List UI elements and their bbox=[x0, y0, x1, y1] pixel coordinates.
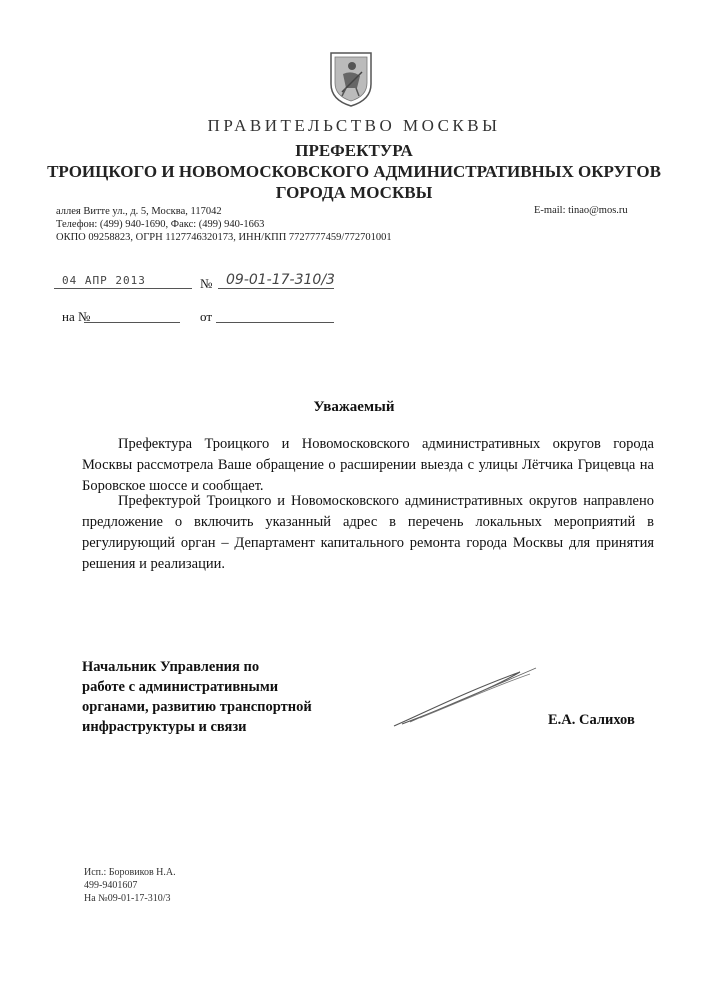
paragraph-text: Префектура Троицкого и Новомосковского административных округов города Москвы рассмотрела Ваше обращение о расширении выезда с улицы Лётчика Грицевца на Боровское шоссе и сообщает. bbox=[82, 436, 654, 494]
prefecture-line: ТРОИЦКОГО И НОВОМОСКОВСКОГО АДМИНИСТРАТИВНЫХ ОКРУГОВ bbox=[47, 162, 661, 181]
email-line: E-mail: tinao@mos.ru bbox=[534, 205, 628, 216]
address-line: аллея Витте ул., д. 5, Москва, 117042 bbox=[56, 206, 222, 217]
handwritten-signature bbox=[390, 660, 540, 730]
outgoing-number: 09-01-17-310/3 bbox=[226, 272, 335, 288]
executor-block bbox=[84, 866, 176, 905]
body-paragraph bbox=[82, 434, 654, 497]
address-block bbox=[56, 205, 392, 244]
government-title: ПРАВИТЕЛЬСТВО МОСКВЫ bbox=[207, 116, 501, 135]
prefecture-name bbox=[0, 140, 708, 203]
phone-line: Телефон: (499) 940-1690, Факс: (499) 940-1663 bbox=[56, 219, 265, 230]
body-paragraph bbox=[82, 491, 654, 575]
reference-from-label: от bbox=[200, 309, 213, 324]
number-underline bbox=[218, 288, 334, 289]
executor-name: Исп.: Боровиков Н.А. bbox=[84, 867, 176, 878]
reference-label: на № bbox=[62, 309, 91, 324]
signatory-title-line: Начальник Управления по bbox=[82, 659, 260, 675]
greeting: Уважаемый bbox=[313, 399, 395, 415]
executor-phone: 499-9401607 bbox=[84, 880, 138, 891]
signatory-name: Е.А. Салихов bbox=[548, 712, 635, 728]
date-stamp: 04 АПР 2013 bbox=[62, 274, 146, 287]
executor-reference: На №09-01-17-310/3 bbox=[84, 893, 171, 904]
paragraph-text: Префектурой Троицкого и Новомосковского административных округов направлено предложение о включить указанный адрес в перечень локальных мероприятий в регулирующий орган – Департамент капитального ремонта города Москвы для принятия решения и реализации. bbox=[82, 493, 654, 572]
prefecture-line: ПРЕФЕКТУРА bbox=[295, 141, 413, 160]
signatory-title-line: работе с административными bbox=[82, 679, 279, 695]
reference-number-line bbox=[84, 322, 180, 323]
registry-line: ОКПО 09258823, ОГРН 1127746320173, ИНН/КПП 7727777459/772701001 bbox=[56, 232, 392, 243]
reference-date-line bbox=[216, 322, 334, 323]
date-underline bbox=[54, 288, 192, 289]
number-label: № bbox=[200, 276, 213, 291]
signatory-title-line: органами, развитию транспортной bbox=[82, 699, 312, 715]
signatory-title bbox=[82, 657, 312, 737]
signatory-title-line: инфраструктуры и связи bbox=[82, 719, 247, 735]
prefecture-line: ГОРОДА МОСКВЫ bbox=[275, 183, 433, 202]
coat-of-arms-icon bbox=[328, 50, 374, 108]
